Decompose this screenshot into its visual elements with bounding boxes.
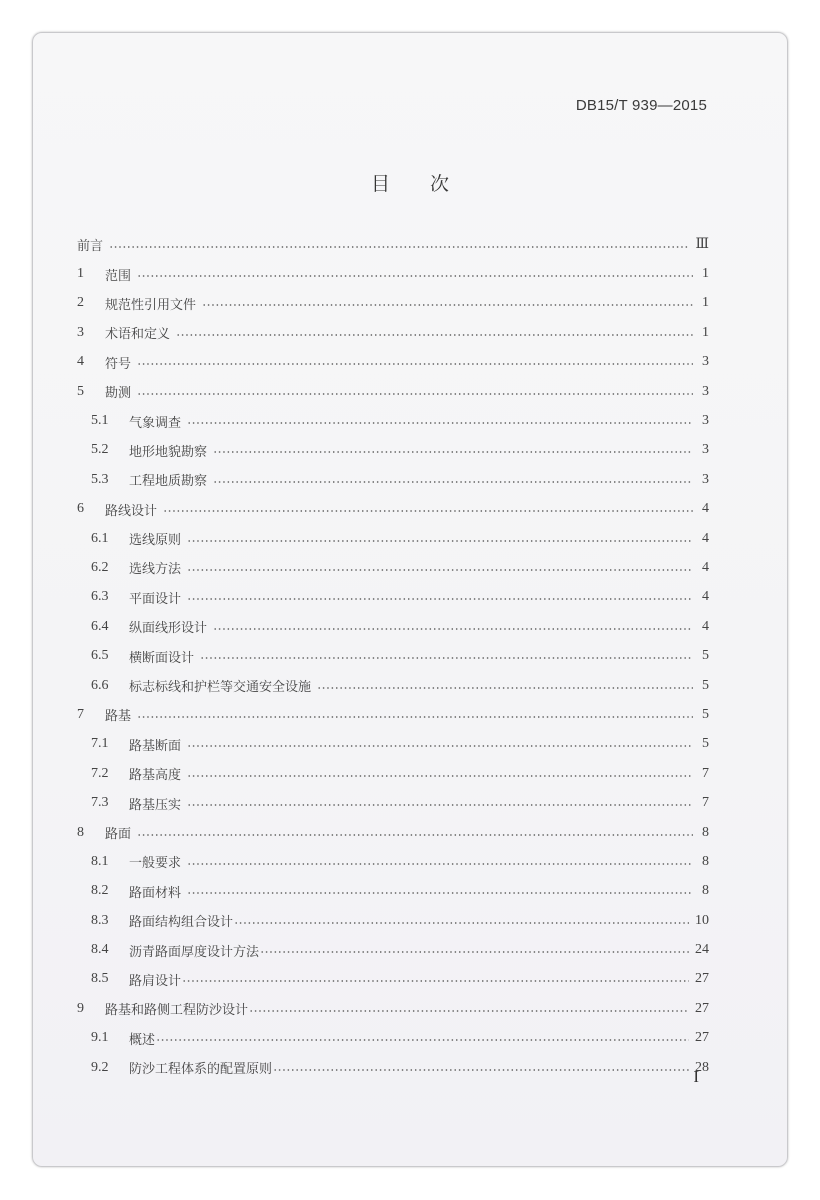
toc-entry-number: 5.1 bbox=[91, 413, 109, 429]
toc-entry-page: 3 bbox=[702, 383, 709, 399]
dot-leader bbox=[187, 540, 693, 542]
toc-entry-label: 路基压实 bbox=[129, 797, 182, 813]
toc-entry[interactable] bbox=[77, 289, 709, 318]
toc-entry[interactable] bbox=[77, 230, 709, 259]
toc-entry[interactable] bbox=[77, 553, 709, 582]
toc-entry[interactable] bbox=[77, 495, 709, 524]
toc-entry-page: 1 bbox=[702, 266, 709, 282]
toc-entry-label: 路肩设计 bbox=[129, 973, 182, 989]
toc-entry-number: 3 bbox=[77, 324, 84, 340]
toc-entry-number: 6.3 bbox=[91, 589, 109, 605]
toc-entry-number: 8.3 bbox=[91, 912, 109, 928]
toc-entry-page: 3 bbox=[702, 471, 709, 487]
toc-entry[interactable] bbox=[77, 1053, 709, 1082]
toc-entry-label: 路面 bbox=[105, 827, 132, 842]
toc-entry[interactable] bbox=[77, 583, 709, 612]
toc-entry[interactable] bbox=[77, 1024, 709, 1053]
toc-entry-page: 3 bbox=[702, 354, 709, 370]
dot-leader bbox=[213, 451, 693, 453]
toc-entry-page: 8 bbox=[702, 853, 709, 869]
dot-leader bbox=[187, 569, 693, 571]
toc-entry-page: 8 bbox=[702, 883, 709, 899]
dot-leader bbox=[213, 481, 693, 483]
toc-entry-page: 4 bbox=[702, 530, 709, 546]
page-folio: I bbox=[693, 1067, 699, 1086]
toc-entry-page: 10 bbox=[695, 912, 709, 928]
toc-entry-page: 28 bbox=[695, 1059, 709, 1075]
toc-entry[interactable] bbox=[77, 965, 709, 994]
toc-entry-page: 5 bbox=[702, 677, 709, 693]
toc-entry-label: 路线设计 bbox=[105, 503, 158, 519]
toc-entry-page: 5 bbox=[702, 648, 709, 664]
toc-entry-page: 5 bbox=[702, 736, 709, 752]
toc-entry[interactable] bbox=[77, 524, 709, 553]
toc-entry-label: 横断面设计 bbox=[129, 650, 195, 666]
dot-leader bbox=[213, 628, 693, 630]
toc-entry-page: 8 bbox=[702, 824, 709, 840]
toc-entry-label: 平面设计 bbox=[129, 591, 182, 607]
dot-leader bbox=[273, 1069, 689, 1071]
toc-entry-number: 4 bbox=[77, 354, 84, 370]
toc-entry-page: 7 bbox=[702, 795, 709, 811]
toc-entry-page: 4 bbox=[702, 559, 709, 575]
toc-entry-number: 2 bbox=[77, 295, 84, 311]
toc-entry-number: 6 bbox=[77, 501, 84, 517]
document-page bbox=[32, 32, 788, 1167]
toc-entry-label: 一般要求 bbox=[129, 856, 182, 872]
dot-leader bbox=[176, 334, 693, 336]
toc-entry-label: 范围 bbox=[105, 268, 132, 284]
toc-entry[interactable] bbox=[77, 935, 709, 964]
toc-entry[interactable] bbox=[77, 906, 709, 935]
dot-leader bbox=[109, 246, 689, 248]
toc-entry-number: 6.1 bbox=[91, 530, 109, 546]
toc-entry-number: 8 bbox=[77, 824, 84, 840]
toc-entry[interactable] bbox=[77, 877, 709, 906]
toc-entry-number: 9.1 bbox=[91, 1030, 109, 1046]
toc-entry-number: 9.2 bbox=[91, 1059, 109, 1075]
toc-entry-label: 路基和路侧工程防沙设计 bbox=[105, 1003, 249, 1019]
toc-entry-number: 7 bbox=[77, 706, 84, 722]
dot-leader bbox=[137, 834, 693, 836]
toc-entry-label: 标志标线和护栏等交通安全设施 bbox=[129, 680, 312, 696]
toc-entry-page: 4 bbox=[702, 501, 709, 517]
toc-entry-page: 4 bbox=[702, 589, 709, 605]
toc-entry-number: 6.5 bbox=[91, 648, 109, 664]
toc-entry-number: 5.2 bbox=[91, 442, 109, 458]
dot-leader bbox=[187, 775, 693, 777]
toc-entry-number: 8.4 bbox=[91, 942, 109, 958]
dot-leader bbox=[317, 687, 693, 689]
toc-entry[interactable] bbox=[77, 700, 709, 729]
toc-entry[interactable] bbox=[77, 759, 709, 788]
toc-entry[interactable] bbox=[77, 377, 709, 406]
toc-entry-number: 8.5 bbox=[91, 971, 109, 987]
dot-leader bbox=[249, 1010, 689, 1012]
toc-entry[interactable] bbox=[77, 994, 709, 1023]
toc-entry[interactable] bbox=[77, 465, 709, 494]
toc-title-char-2: 次 bbox=[430, 173, 450, 195]
toc-entry-label: 路面材料 bbox=[129, 885, 182, 901]
toc-entry-number: 7.2 bbox=[91, 765, 109, 781]
toc-entry-label: 路基 bbox=[105, 709, 132, 725]
toc-entry[interactable] bbox=[77, 406, 709, 435]
toc-entry-page: 5 bbox=[702, 706, 709, 722]
dot-leader bbox=[182, 980, 689, 982]
toc-entry-page: 27 bbox=[695, 1000, 709, 1016]
toc-entry[interactable] bbox=[77, 259, 709, 288]
toc-entry-number: 5.3 bbox=[91, 471, 109, 487]
toc-entry-label: 术语和定义 bbox=[105, 327, 171, 343]
toc-entry-number: 7.1 bbox=[91, 736, 109, 752]
dot-leader bbox=[202, 304, 693, 306]
toc-entry-page: 3 bbox=[702, 413, 709, 429]
toc-entry-page: 3 bbox=[702, 442, 709, 458]
toc-entry[interactable] bbox=[77, 788, 709, 817]
toc-entry-number: 9 bbox=[77, 1000, 84, 1016]
toc-entry-page: 24 bbox=[695, 942, 709, 958]
standard-code: DB15/T 939—2015 bbox=[575, 97, 707, 114]
toc-entry[interactable] bbox=[77, 671, 709, 700]
toc-entry-page: 27 bbox=[695, 971, 709, 987]
toc-entry-label: 纵面线形设计 bbox=[129, 621, 208, 637]
toc-entry-number: 8.2 bbox=[91, 883, 109, 899]
dot-leader bbox=[187, 598, 693, 600]
toc-entry-label: 路基高度 bbox=[129, 768, 182, 784]
toc-entry[interactable] bbox=[77, 730, 709, 759]
dot-leader bbox=[187, 863, 693, 865]
toc-entry[interactable] bbox=[77, 847, 709, 876]
toc-entry-label: 勘测 bbox=[105, 386, 132, 402]
toc-entry-label: 防沙工程体系的配置原则 bbox=[129, 1062, 273, 1078]
toc-entry-label: 地形地貌勘察 bbox=[129, 444, 208, 460]
toc-entry-label: 概述 bbox=[129, 1032, 156, 1048]
toc-entry[interactable] bbox=[77, 348, 709, 377]
dot-leader bbox=[187, 745, 693, 747]
dot-leader bbox=[163, 510, 693, 512]
dot-leader bbox=[137, 363, 693, 365]
toc-entry[interactable] bbox=[77, 318, 709, 347]
toc-entry-number: 6.4 bbox=[91, 618, 109, 634]
toc-entry-number: 6.6 bbox=[91, 677, 109, 693]
toc-entry-label: 气象调查 bbox=[129, 415, 182, 431]
dot-leader bbox=[187, 804, 693, 806]
dot-leader bbox=[187, 892, 693, 894]
toc-entry-page: 1 bbox=[702, 324, 709, 340]
dot-leader bbox=[187, 422, 693, 424]
toc-entry[interactable] bbox=[77, 612, 709, 641]
toc-title-char-1: 目 bbox=[370, 173, 390, 195]
toc-entry-label: 选线方法 bbox=[129, 562, 182, 578]
dot-leader bbox=[137, 716, 693, 718]
dot-leader bbox=[260, 951, 689, 953]
toc-entry-label: 路面结构组合设计 bbox=[129, 915, 234, 931]
toc-entry-label: 路基断面 bbox=[129, 738, 182, 754]
toc-entry-label: 沥青路面厚度设计方法 bbox=[129, 944, 260, 960]
toc-entry-number: 1 bbox=[77, 266, 84, 282]
dot-leader bbox=[234, 922, 689, 924]
toc-entry-label: 前言 bbox=[77, 239, 104, 255]
toc-entry-number: 8.1 bbox=[91, 853, 109, 869]
toc-entry-label: 选线原则 bbox=[129, 533, 182, 549]
toc-title bbox=[33, 169, 787, 196]
toc-entry[interactable] bbox=[77, 436, 709, 465]
toc-entry-page: 27 bbox=[695, 1030, 709, 1046]
toc-entry-page: Ⅲ bbox=[695, 237, 709, 253]
toc-entry-page: 4 bbox=[702, 618, 709, 634]
toc-entry-label: 规范性引用文件 bbox=[105, 297, 197, 313]
toc-entry[interactable] bbox=[77, 818, 709, 847]
toc-entry-page: 1 bbox=[702, 295, 709, 311]
toc-entry-label: 工程地质勘察 bbox=[129, 474, 208, 490]
table-of-contents bbox=[77, 230, 709, 1082]
toc-entry[interactable] bbox=[77, 641, 709, 670]
dot-leader bbox=[137, 275, 693, 277]
toc-entry-number: 6.2 bbox=[91, 559, 109, 575]
dot-leader bbox=[137, 393, 693, 395]
dot-leader bbox=[156, 1039, 689, 1041]
toc-entry-number: 5 bbox=[77, 383, 84, 399]
toc-entry-page: 7 bbox=[702, 765, 709, 781]
dot-leader bbox=[200, 657, 693, 659]
toc-entry-label: 符号 bbox=[105, 356, 132, 372]
toc-entry-number: 7.3 bbox=[91, 795, 109, 811]
